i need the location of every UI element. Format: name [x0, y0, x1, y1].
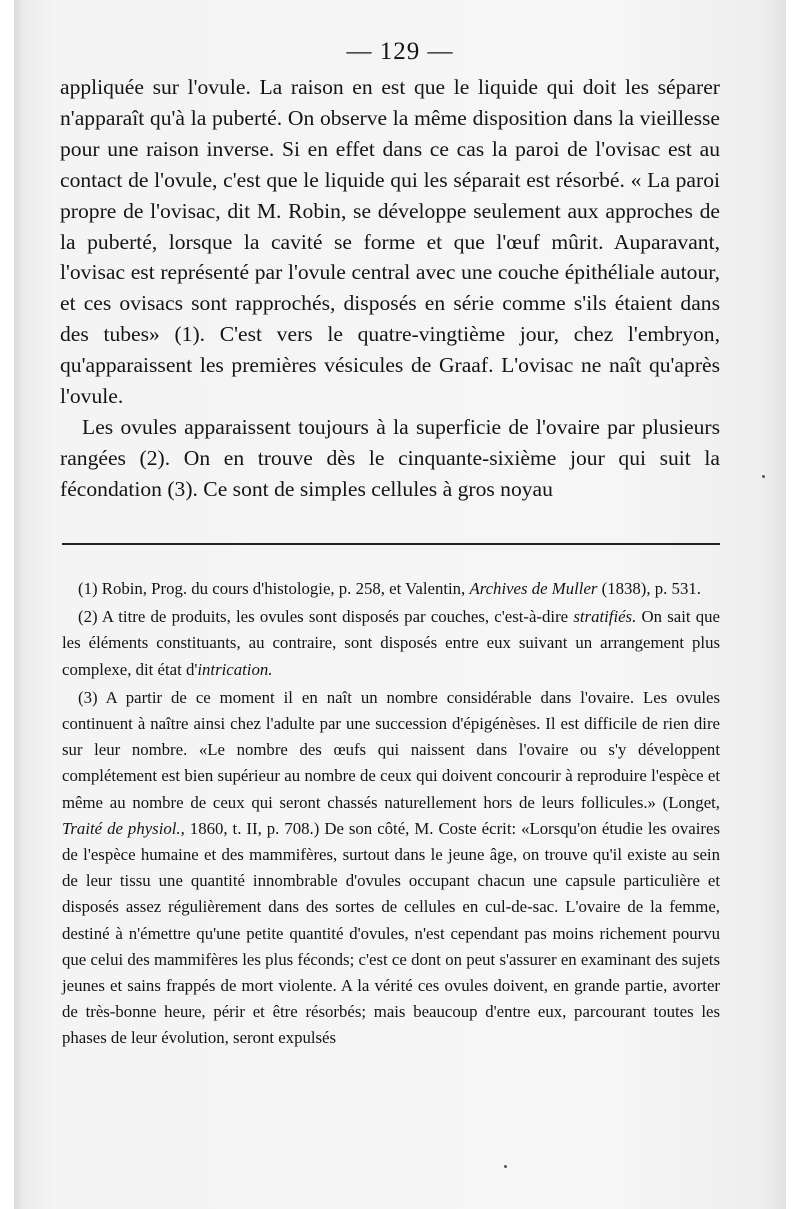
- paragraph-1: appliquée sur l'ovule. La raison en est que le liquide qui doit les séparer n'apparaît qu'à la puberté. On observe la même disposition dans la vieillesse pour une raison inverse. Si en effet dans ce cas la paroi de l'ovisac est au contact de l'ovule, c'est que le liquide qui les séparait est résorbé. « La paroi propre de l'ovisac, dit M. Robin, se développe seulement aux approches de la puberté, lorsque la cavité se forme et que l'œuf mûrit. Auparavant, l'ovisac est représenté par l'ovule central avec une couche épithéliale autour, et ces ovisacs sont rapprochés, disposés en série comme s'ils étaient dans des tubes» (1). C'est vers le quatre-vingtième jour, chez l'embryon, qu'apparaissent les premières vésicules de Graaf. L'ovisac ne naît qu'après l'ovule.: [60, 75, 720, 409]
- page-number: — 129 —: [346, 38, 454, 65]
- footnote-2: (2) A titre de produits, les ovules sont disposés par couches, c'est-à-dire stratifiés. On sait que les éléments constituants, au contraire, sont disposés entre eux suivant un arrangement plus complexe, dit état d'intrication.: [62, 607, 720, 679]
- main-text: [60, 72, 720, 505]
- footnote-3: (3) A partir de ce moment il en naît un nombre considérable dans l'ovaire. Les ovules continuent à naître ainsi chez l'adulte par une succession d'épigénèses. Il est difficile de rien dire sur leur nombre. «Le nombre des œufs qui naissent dans l'ovaire ou s'y développent complétement est bien supérieur au nombre de ceux qui doivent concourir à reproduire l'espèce et même au nombre de ceux qui seront chassés naturellement hors de leurs follicules.» (Longet, Traité de physiol., 1860, t. II, p. 708.) De son côté, M. Coste écrit: «Lorsqu'on étudie les ovaires de l'espèce humaine et des mammifères, surtout dans le jeune âge, on trouve qu'il existe au sein de leur tissu une quantité innombrable d'ovules occupant chacun une capsule particulière et disposés assez régulièrement dans des sortes de cellules en cul-de-sac. L'ovaire de la femme, destiné à n'émettre qu'une petite quantité d'ovules, n'est cependant pas moins richement pourvu que celui des mammifères les plus féconds; c'est ce dont on peut s'assurer en examinant des sujets jeunes et sains frappés de mort violente. A la vérité ces ovules doivent, en grande partie, avorter de très-bonne heure, périr et être résorbés; mais beaucoup d'entre eux, parcourant toutes les phases de leur évolution, seront expulsés: [62, 687, 720, 1048]
- ink-speck: [762, 475, 765, 478]
- footnote-1: (1) Robin, Prog. du cours d'histologie, p. 258, et Valentin, Archives de Muller (1838), p. 531.: [78, 579, 701, 598]
- book-page: [14, 0, 786, 1209]
- footnote-divider: [62, 543, 720, 545]
- paragraph-2: Les ovules apparaissent toujours à la superficie de l'ovaire par plusieurs rangées (2). On en trouve dès le cinquante-sixième jour qui suit la fécondation (3). Ce sont de simples cellules à gros noyau: [60, 414, 720, 501]
- ink-speck: [504, 1165, 507, 1168]
- footnotes: [62, 576, 720, 1052]
